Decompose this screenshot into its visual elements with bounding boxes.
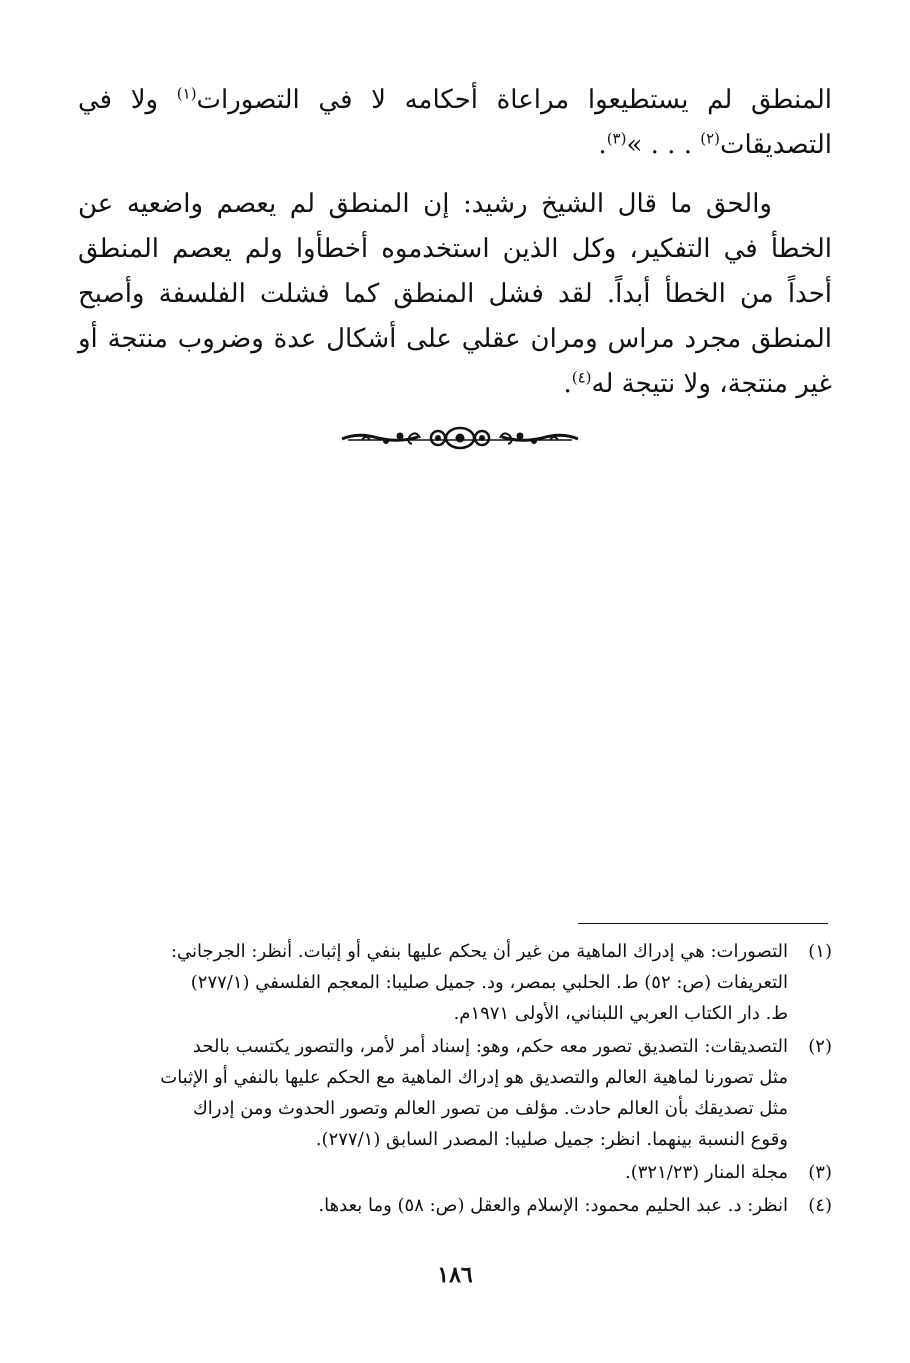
footnote-line: التصورات: هي إدراك الماهية من غير أن يحكم عليها بنفي أو إثبات. أنظر: الجرجاني: — [170, 941, 788, 962]
decorative-divider-icon — [338, 424, 582, 452]
footnotes — [78, 936, 832, 1223]
footnote-number: (٣) — [808, 1162, 832, 1183]
footnote-line: مجلة المنار (٣٢١/٢٣). — [625, 1162, 788, 1183]
paragraph-1-text-2: ولا في — [78, 85, 159, 115]
footnote-line: وقوع النسبة بينهما. انظر: جميل صليبا: المصدر السابق (٢٧٧/١). — [315, 1129, 788, 1150]
footnote-line: مثل تصورنا لماهية العالم والتصديق هو إدراك الماهية مع الحكم عليها بالنفي أو الإثبات — [160, 1067, 788, 1088]
footnote-line: التعريفات (ص: ٥٢) ط. الحلبي بمصر، ود. جميل صليبا: المعجم الفلسفي (٢٧٧/١) — [190, 972, 788, 993]
footnote-line: مثل تصديقك بأن العالم حادث. مؤلف من تصور العالم وتصور الحدوث ومن إدراك — [192, 1098, 788, 1119]
main-text — [78, 78, 832, 407]
footnote-number: (١) — [808, 941, 832, 962]
footnote-number: (٤) — [808, 1195, 832, 1216]
footnote-3 — [78, 1157, 832, 1188]
footnote-text — [78, 936, 788, 1029]
footnote-2 — [78, 1031, 832, 1155]
paragraph-2-text: والحق ما قال الشيخ رشيد: إن المنطق لم يعصم واضعيه عن الخطأ في التفكير، وكل الذين استخدموه أخطأوا ولم يعصم المنطق أحداً من الخطأ أبداً. لقد فشل المنطق كما فشلت الفلسفة وأصبح المنطق مجرد مراس ومران عقلي على أشكال عدة وضروب منتجة أو غير منتجة، ولا نتيجة له — [78, 189, 832, 399]
paragraph-1-text-4: . . . » — [626, 130, 692, 160]
footnote-line: انظر: د. عبد الحليم محمود: الإسلام والعقل (ص: ٥٨) وما بعدها. — [318, 1195, 788, 1216]
paragraph-1-text-3: التصديقات — [720, 130, 832, 160]
paragraph-1-end: . — [598, 130, 607, 160]
footnote-1 — [78, 936, 832, 1029]
paragraph-2 — [78, 182, 832, 407]
footnote-line: ط. دار الكتاب العربي اللبناني، الأولى ١٩٧١م. — [453, 1003, 788, 1024]
paragraph-1-text: المنطق لم يستطيعوا مراعاة أحكامه لا في التصورات — [196, 85, 833, 115]
footnote-ref-3[interactable]: (٣) — [606, 129, 627, 148]
footnote-line: التصديقات: التصديق تصور معه حكم، وهو: إسناد أمر لأمر، والتصور يكتسب بالحد — [192, 1036, 788, 1057]
paragraph-2-end: . — [563, 369, 572, 399]
page-number: ١٨٦ — [437, 1262, 473, 1288]
footnote-number: (٢) — [808, 1036, 832, 1057]
footnote-text — [78, 1157, 788, 1188]
paragraph-1 — [78, 78, 832, 168]
footnote-ref-2[interactable]: (٢) — [700, 129, 721, 148]
footnote-text — [78, 1190, 788, 1221]
footnote-ref-4[interactable]: (٤) — [571, 368, 592, 387]
footnote-ref-1[interactable]: (١) — [176, 84, 197, 103]
footnote-text — [78, 1031, 788, 1155]
footnote-4 — [78, 1190, 832, 1221]
footnote-separator — [578, 923, 828, 924]
